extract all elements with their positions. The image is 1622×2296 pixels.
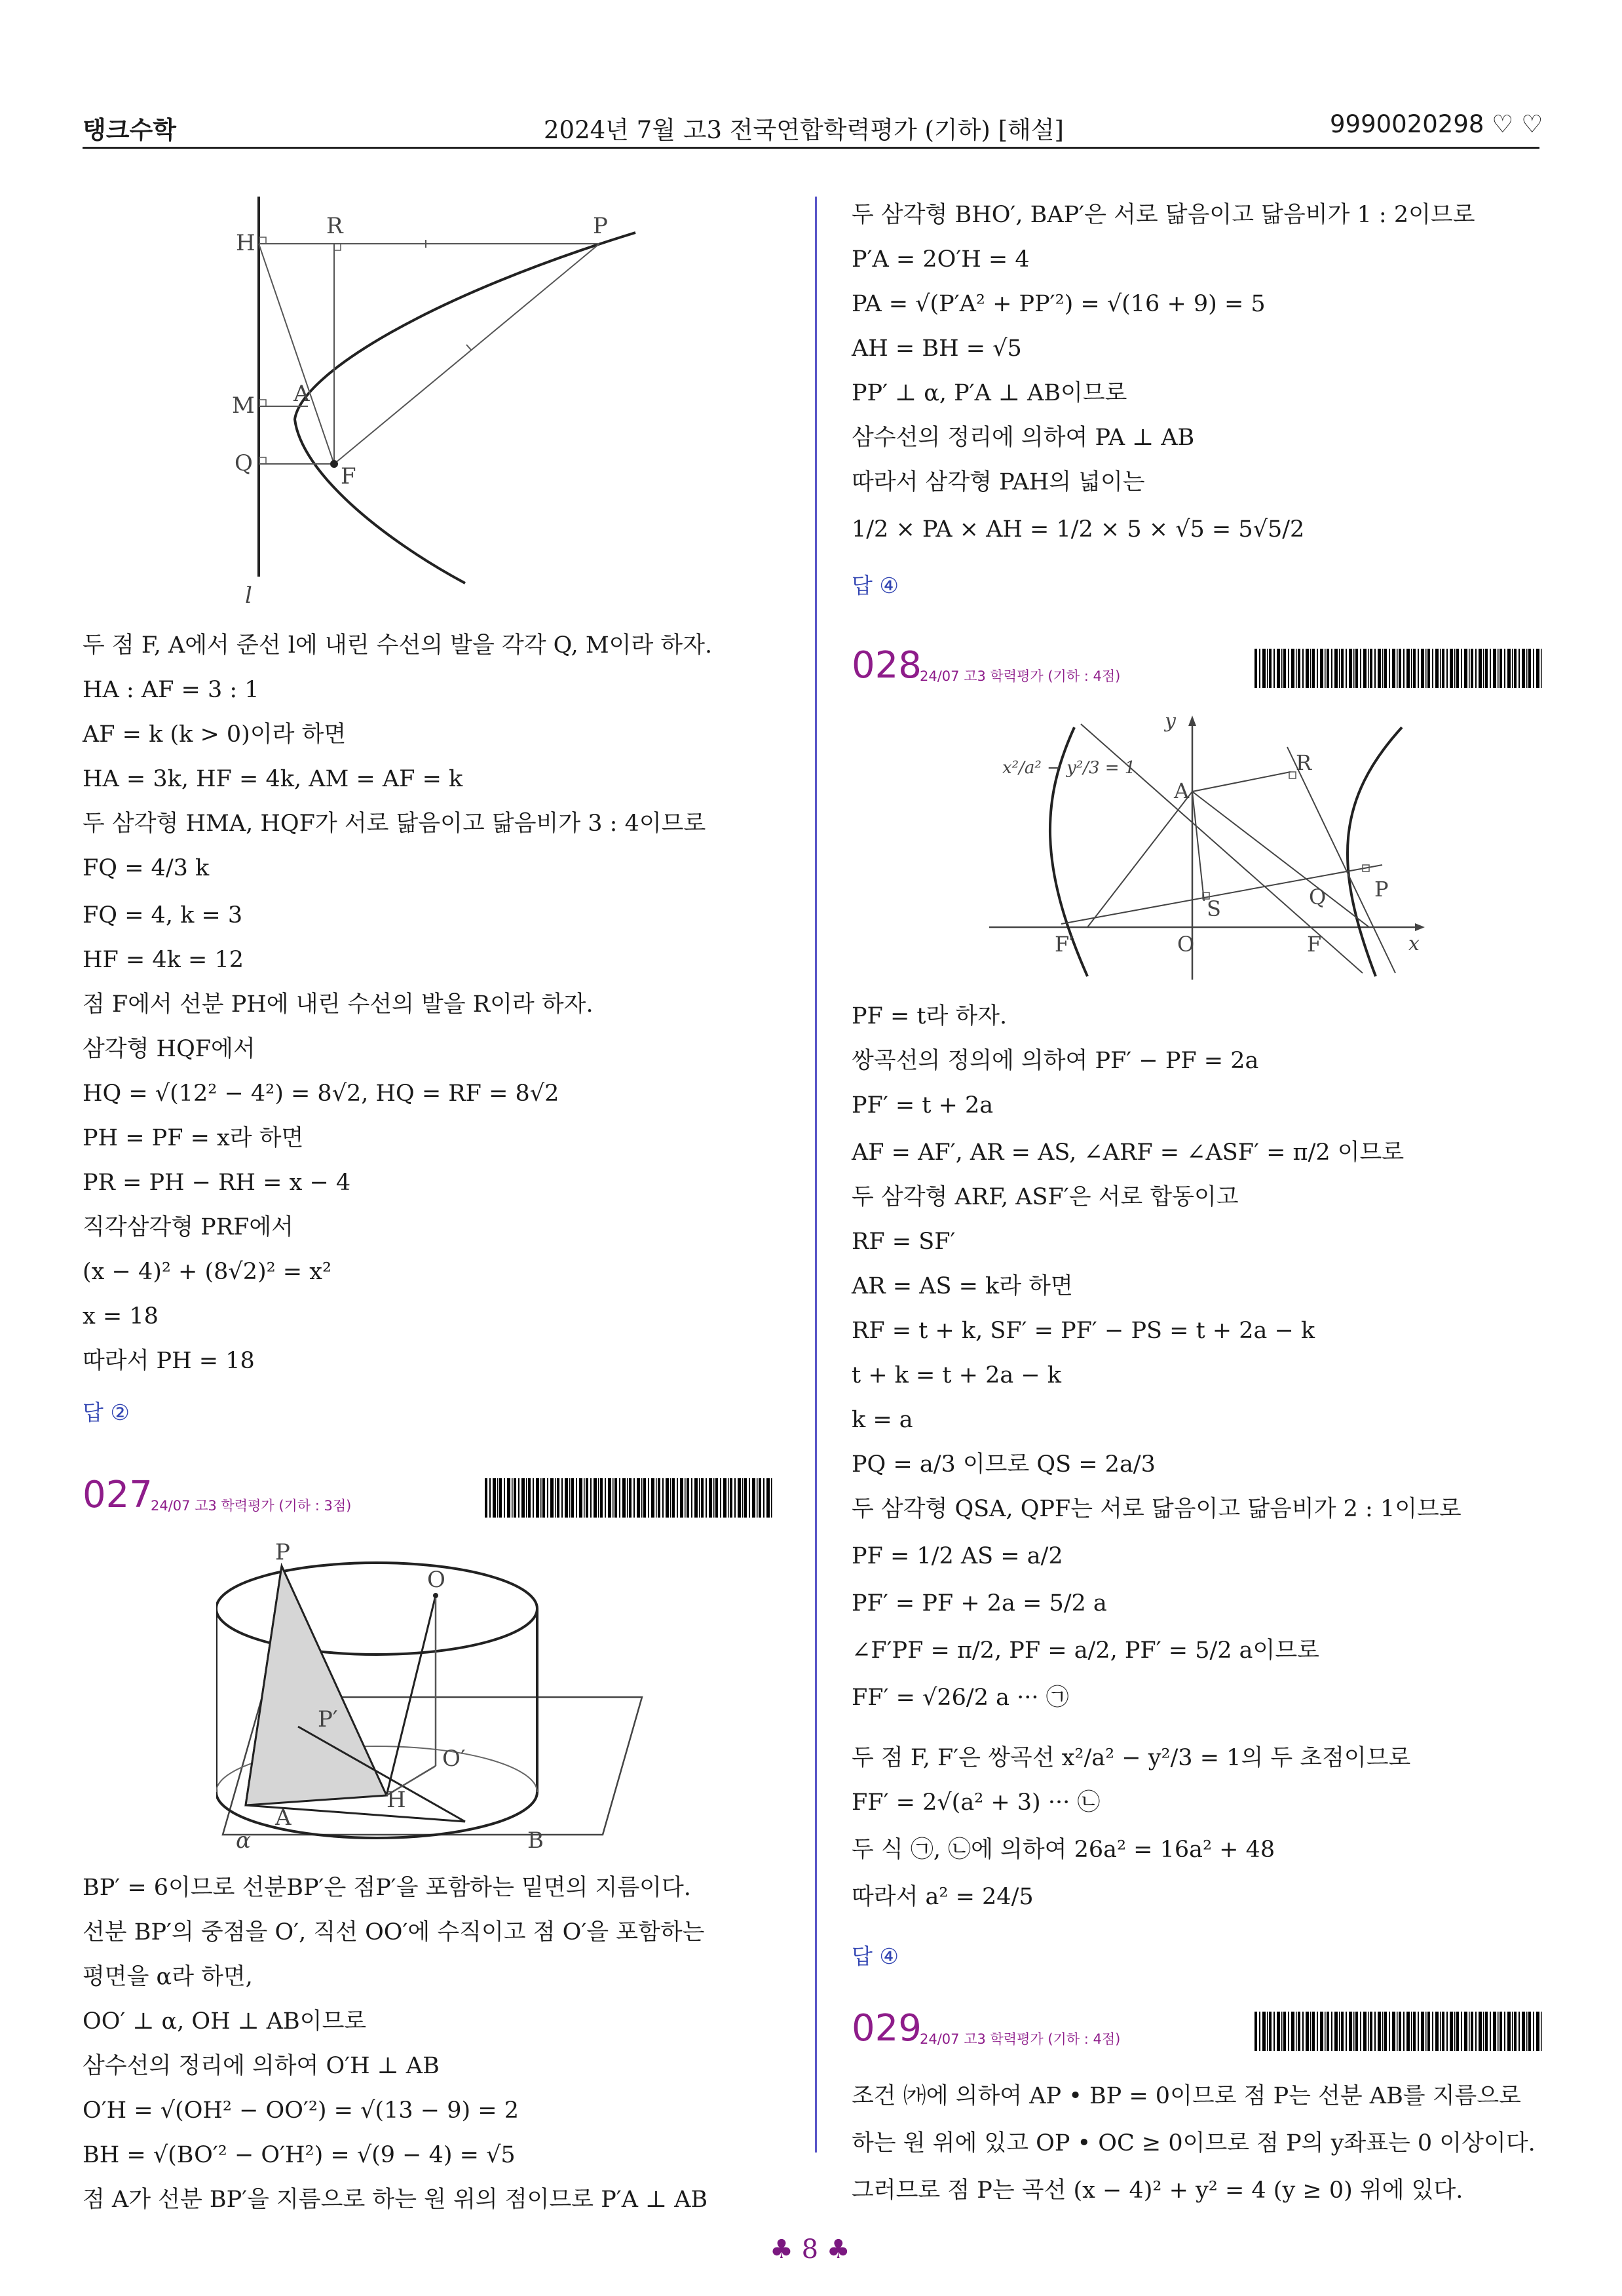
label-P: P [1374, 877, 1389, 902]
q028-line-15: ∠F′PF = π/2, PF = a/2, PF′ = 5/2 a이므로 [852, 1637, 1319, 1664]
barcode-027 [485, 1478, 773, 1518]
label-H: H [236, 230, 255, 256]
left-line-11: HQ = √(12² − 4²) = 8√2, HQ = RF = 8√2 [83, 1081, 559, 1107]
answer-027: 답 ④ [852, 573, 899, 598]
barcode-028 [1254, 649, 1543, 688]
right-line-7: 따라서 삼각형 PAH의 넓이는 [852, 469, 1145, 495]
header-title: 2024년 7월 고3 전국연합학력평가 (기하) [해설] [544, 116, 1064, 144]
left-line-15: (x − 4)² + (8√2)² = x² [83, 1259, 332, 1285]
question-number-028: 028 [852, 644, 922, 687]
q028-line-4: AF = AF′, AR = AS, ∠ARF = ∠ASF′ = π/2 이므로 [852, 1139, 1405, 1166]
question-source-027: 24/07 고3 학력평가 (기하 : 3점) [151, 1498, 352, 1514]
q028-line-8: RF = t + k, SF′ = PF′ − PS = t + 2a − k [852, 1318, 1315, 1344]
q027-line-1: BP′ = 6이므로 선분BP′은 점P′을 포함하는 밑면의 지름이다. [83, 1875, 691, 1901]
question-number-029: 029 [852, 2007, 922, 2050]
q027-line-7: BH = √(BO′² − O′H²) = √(9 − 4) = √5 [83, 2142, 516, 2168]
q028-line-2: 쌍곡선의 정의에 의하여 PF′ − PF = 2a [852, 1048, 1259, 1074]
q028-line-12: 두 삼각형 QSA, QPF는 서로 닮음이고 닮음비가 2 : 1이므로 [852, 1496, 1462, 1522]
label-R: R [1296, 750, 1312, 775]
right-line-6: 삼수선의 정리에 의하여 PA ⊥ AB [852, 425, 1195, 451]
label-P: P [275, 1539, 290, 1565]
question-source-028: 24/07 고3 학력평가 (기하 : 4점) [920, 668, 1121, 684]
q028-line-19: 두 식 ㉠, ㉡에 의하여 26a² = 16a² + 48 [852, 1837, 1275, 1863]
q028-line-3: PF′ = t + 2a [852, 1092, 994, 1119]
left-line-7: FQ = 4, k = 3 [83, 902, 243, 928]
q028-line-17: 두 점 F, F′은 쌍곡선 x²/a² − y²/3 = 1의 두 초점이므로 [852, 1745, 1411, 1771]
label-equation: x²/a² − y²/3 = 1 [1002, 758, 1136, 778]
label-S: S [1207, 896, 1221, 921]
left-line-4: HA = 3k, HF = 4k, AM = AF = k [83, 766, 463, 792]
label-O: O [427, 1567, 445, 1593]
left-line-13: PR = PH − RH = x − 4 [83, 1170, 351, 1196]
q029-line-2: 하는 원 위에 있고 OP • OC ≥ 0이므로 점 P의 y좌표는 0 이상이다. [852, 2130, 1536, 2156]
question-number-027: 027 [83, 1474, 153, 1516]
left-line-5: 두 삼각형 HMA, HQF가 서로 닮음이고 닮음비가 3 : 4이므로 [83, 811, 706, 837]
label-P: P [593, 213, 608, 239]
q029-line-1: 조건 ㈎에 의하여 AP • BP = 0이므로 점 P는 선분 AB를 지름으로 [852, 2083, 1521, 2109]
label-F: F [341, 463, 356, 489]
left-line-6: FQ = 4/3 k [83, 855, 210, 881]
right-line-8: 1/2 × PA × AH = 1/2 × 5 × √5 = 5√5/2 [852, 516, 1305, 543]
left-line-9: 점 F에서 선분 PH에 내린 수선의 발을 R이라 하자. [83, 991, 594, 1018]
left-line-16: x = 18 [83, 1303, 159, 1330]
header-divider [83, 147, 1539, 149]
q028-line-18: FF′ = 2√(a² + 3) ··· ㉡ [852, 1789, 1101, 1816]
q028-line-13: PF = 1/2 AS = a/2 [852, 1543, 1063, 1569]
page-number: ♣ 8 ♣ [770, 2234, 850, 2265]
left-line-12: PH = PF = x라 하면 [83, 1125, 304, 1151]
label-l: l [245, 583, 252, 609]
cylinder-figure [216, 1533, 662, 1861]
label-H: H [387, 1787, 406, 1813]
header-code: 9990020298 ♡ ♡ [1330, 110, 1543, 138]
q027-line-3: 평면을 α라 하면, [83, 1964, 253, 1990]
q029-line-3: 그러므로 점 P는 곡선 (x − 4)² + y² = 4 (y ≥ 0) 위에 있다. [852, 2177, 1463, 2204]
q028-line-6: RF = SF′ [852, 1229, 956, 1255]
label-F: F [1307, 932, 1322, 957]
label-A: A [293, 381, 310, 407]
label-x: x [1408, 932, 1420, 955]
label-alpha: α [236, 1827, 251, 1854]
right-line-2: P′A = 2O′H = 4 [852, 246, 1030, 273]
label-B: B [527, 1827, 544, 1854]
q028-line-1: PF = t라 하자. [852, 1003, 1008, 1029]
hyperbola-figure [983, 708, 1428, 983]
label-O: O [1177, 932, 1195, 957]
header-brand: 탱크수학 [83, 116, 176, 144]
q028-line-11: PQ = a/3 이므로 QS = 2a/3 [852, 1451, 1156, 1478]
label-P-prime: P′ [318, 1706, 338, 1732]
q028-line-7: AR = AS = k라 하면 [852, 1273, 1073, 1299]
q028-line-10: k = a [852, 1407, 913, 1433]
q028-line-9: t + k = t + 2a − k [852, 1362, 1061, 1388]
q028-line-16: FF′ = √26/2 a ··· ㉠ [852, 1685, 1069, 1711]
left-line-17: 따라서 PH = 18 [83, 1348, 255, 1374]
right-line-4: AH = BH = √5 [852, 335, 1022, 362]
question-source-029: 24/07 고3 학력평가 (기하 : 4점) [920, 2031, 1121, 2047]
label-R: R [326, 213, 343, 239]
left-line-1: 두 점 F, A에서 준선 l에 내린 수선의 발을 각각 Q, M이라 하자. [83, 632, 713, 659]
q027-line-6: O′H = √(OH² − OO′²) = √(13 − 9) = 2 [83, 2097, 519, 2124]
label-y: y [1165, 710, 1176, 733]
answer-026: 답 ② [83, 1400, 130, 1425]
q028-line-14: PF′ = PF + 2a = 5/2 a [852, 1590, 1107, 1617]
label-O-prime: O′ [442, 1746, 466, 1772]
label-M: M [232, 392, 255, 419]
left-line-8: HF = 4k = 12 [83, 947, 244, 973]
q027-line-4: OO′ ⊥ α, OH ⊥ AB이므로 [83, 2008, 367, 2035]
right-line-3: PA = √(P′A² + PP′²) = √(16 + 9) = 5 [852, 291, 1266, 317]
label-F-prime: F′ [1055, 932, 1074, 957]
q028-line-5: 두 삼각형 ARF, ASF′은 서로 합동이고 [852, 1184, 1239, 1210]
parabola-figure [216, 190, 662, 616]
left-line-2: HA : AF = 3 : 1 [83, 677, 259, 703]
left-line-3: AF = k (k > 0)이라 하면 [83, 721, 347, 748]
q028-line-20: 따라서 a² = 24/5 [852, 1884, 1034, 1910]
left-line-14: 직각삼각형 PRF에서 [83, 1214, 293, 1240]
answer-028: 답 ④ [852, 1943, 899, 1969]
label-Q: Q [1309, 885, 1327, 909]
label-A: A [275, 1805, 292, 1831]
label-A: A [1174, 778, 1190, 803]
label-Q: Q [235, 450, 253, 476]
column-divider [815, 197, 817, 2152]
right-line-1: 두 삼각형 BHO′, BAP′은 서로 닮음이고 닮음비가 1 : 2이므로 [852, 202, 1475, 228]
q027-line-8: 점 A가 선분 BP′을 지름으로 하는 원 위의 점이므로 P′A ⊥ AB [83, 2187, 708, 2213]
q027-line-2: 선분 BP′의 중점을 O′, 직선 OO′에 수직이고 점 O′을 포함하는 [83, 1919, 705, 1945]
left-line-10: 삼각형 HQF에서 [83, 1036, 255, 1062]
q027-line-5: 삼수선의 정리에 의하여 O′H ⊥ AB [83, 2053, 440, 2079]
barcode-029 [1254, 2012, 1543, 2051]
right-line-5: PP′ ⊥ α, P′A ⊥ AB이므로 [852, 380, 1127, 406]
